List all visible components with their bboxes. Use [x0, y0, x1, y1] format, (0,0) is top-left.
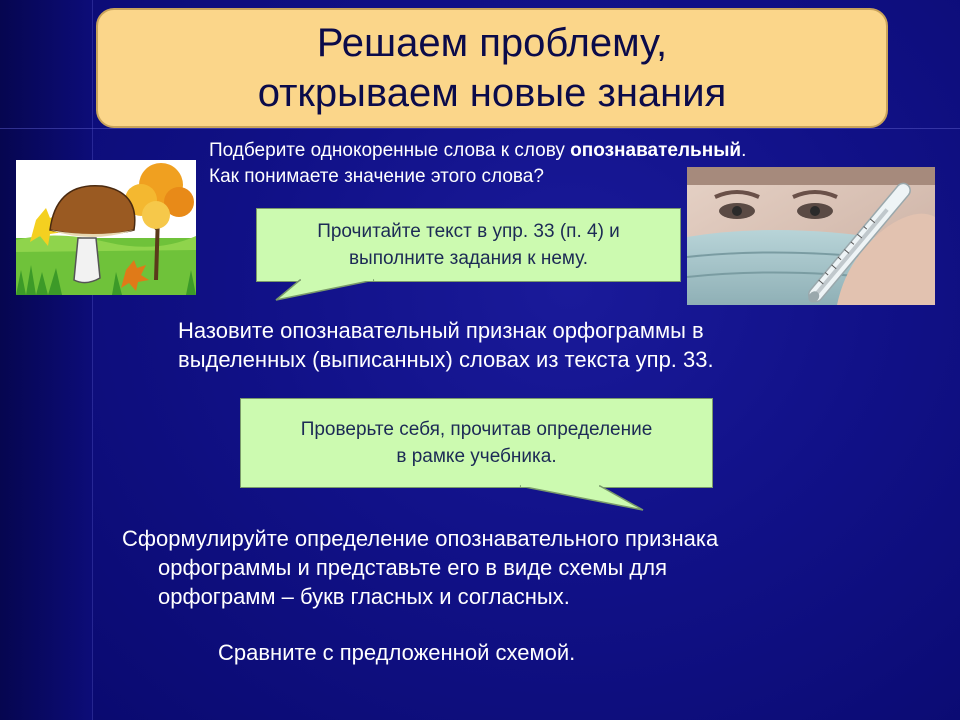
callout1-line1: Прочитайте текст в упр. 33 (п. 4) и — [317, 221, 620, 242]
background-divider-line — [0, 128, 960, 129]
intro-line2: Как понимаете значение этого слова? — [209, 166, 544, 187]
callout2-line1: Проверьте себя, прочитав определение — [300, 419, 653, 440]
intro-keyword: опознавательный — [570, 140, 742, 161]
callout-check-yourself — [240, 398, 713, 488]
slide-title-box — [96, 8, 888, 128]
slide-title-line2: открываем новые знания — [257, 71, 727, 115]
callout-read-text — [256, 208, 681, 282]
question2-line2: орфограммы и представьте его в виде схемы для — [158, 555, 667, 580]
callout2-line2: в рамке учебника. — [396, 446, 557, 467]
question2-line1: Сформулируйте определение опознавательного признака — [122, 526, 719, 551]
slide-title-line1: Решаем проблему, — [316, 21, 668, 65]
question1-line2: выделенных (выписанных) словах из текста упр. 33. — [178, 347, 714, 372]
background-vertical-line — [92, 0, 93, 720]
question2-line3: орфограмм – букв гласных и согласных. — [158, 584, 570, 609]
intro-line1-prefix: Подберите однокоренные слова к слову — [209, 140, 571, 161]
question-formulate-definition — [122, 524, 882, 611]
background-left-band — [0, 0, 92, 720]
intro-line1-suffix: . — [741, 140, 747, 161]
mushroom-illustration — [16, 160, 196, 295]
callout1-line2: выполните задания к нему. — [348, 248, 589, 269]
question-compare-scheme: Сравните с предложенной схемой. — [218, 640, 576, 665]
mask-thermometer-photo — [687, 167, 935, 305]
question-identify-sign — [178, 316, 878, 374]
question1-line1: Назовите опознавательный признак орфограммы в — [178, 318, 704, 343]
